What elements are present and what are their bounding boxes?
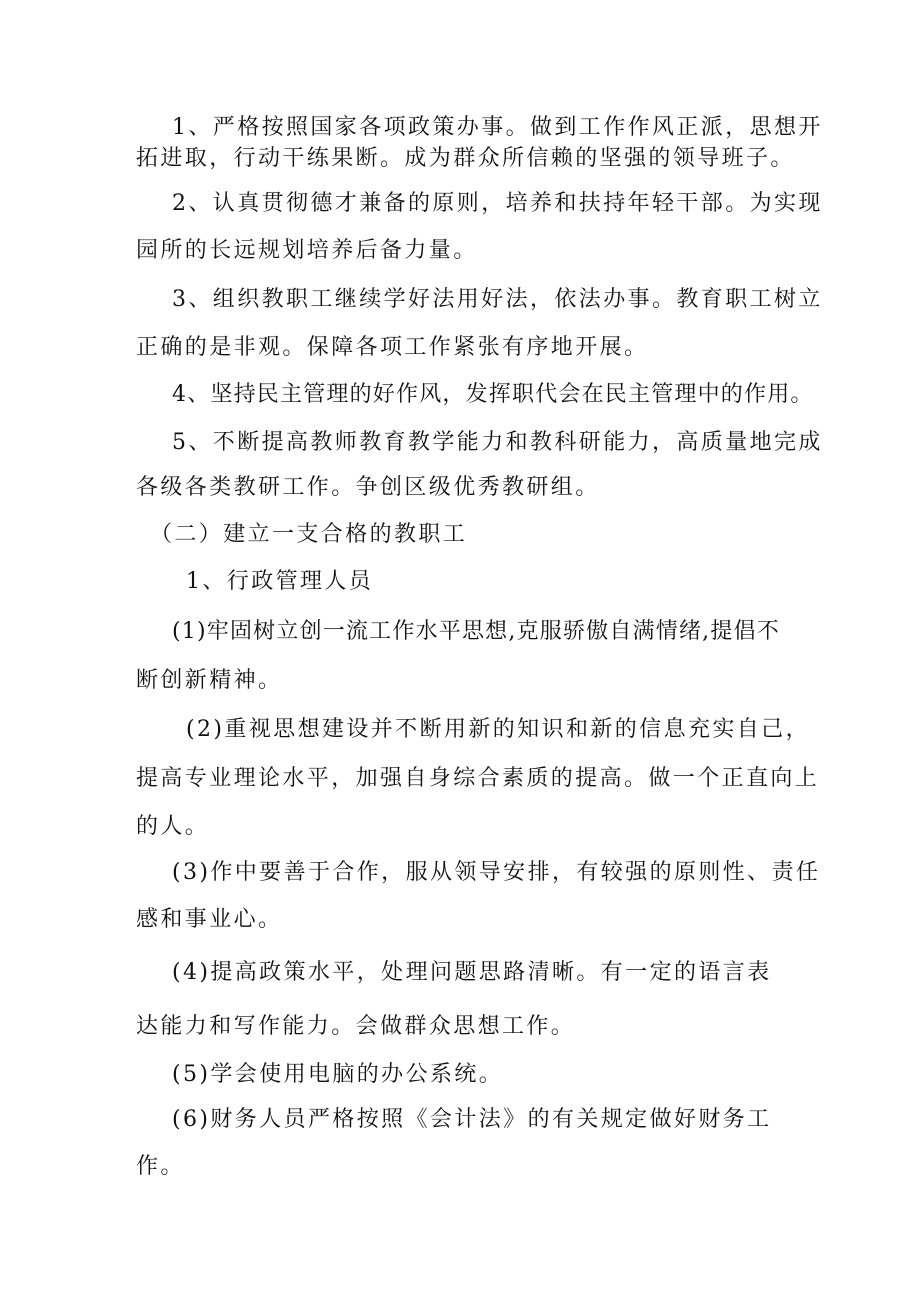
subsection-heading: 1、行政管理人员 [186,569,374,594]
section-heading: （二）建立一支合格的教职工 [150,522,468,547]
text-line: 提高专业理论水平，加强自身综合素质的提高。做一个正直向上 [136,766,820,791]
text-line: 断创新精神。 [136,668,283,693]
text-line: 拓进取，行动干练果断。成为群众所信赖的坚强的领导班子。 [136,146,795,171]
text-line: 3、组织教职工继续学好法用好法，依法办事。教育职工树立 [172,287,823,312]
text-line: 4、坚持民主管理的好作风，发挥职代会在民主管理中的作用。 [172,382,814,407]
text-line: (1)牢固树立创一流工作水平思想,克服骄傲自满情绪,提倡不 [172,619,780,644]
text-line: 1、严格按照国家各项政策办事。做到工作作风正派，思想开 [172,115,823,140]
text-line: 2、认真贯彻德才兼备的原则，培养和扶持年轻干部。为实现 [172,191,823,216]
text-line: 各级各类教研工作。争创区级优秀教研组。 [136,475,600,500]
text-line: 5、不断提高教师教育教学能力和教科研能力，高质量地完成 [172,430,823,455]
text-line: 作。 [136,1154,185,1179]
text-line: (3)作中要善于合作，服从领导安排，有较强的原则性、责任 [172,860,821,885]
text-line: (2)重视思想建设并不断用新的知识和新的信息充实自己， [186,717,810,742]
text-line: 园所的长远规划培养后备力量。 [136,238,478,263]
text-line: (5)学会使用电脑的办公系统。 [172,1062,504,1087]
text-line: 正确的是非观。保障各项工作紧张有序地开展。 [136,335,649,360]
text-line: (4)提高政策水平，处理问题思路清晰。有一定的语言表 [172,960,772,985]
text-line: (6)财务人员严格按照《会计法》的有关规定做好财务工 [172,1107,772,1132]
text-line: 感和事业心。 [136,907,283,932]
text-line: 达能力和写作能力。会做群众思想工作。 [136,1014,576,1039]
text-line: 的人。 [136,814,210,839]
